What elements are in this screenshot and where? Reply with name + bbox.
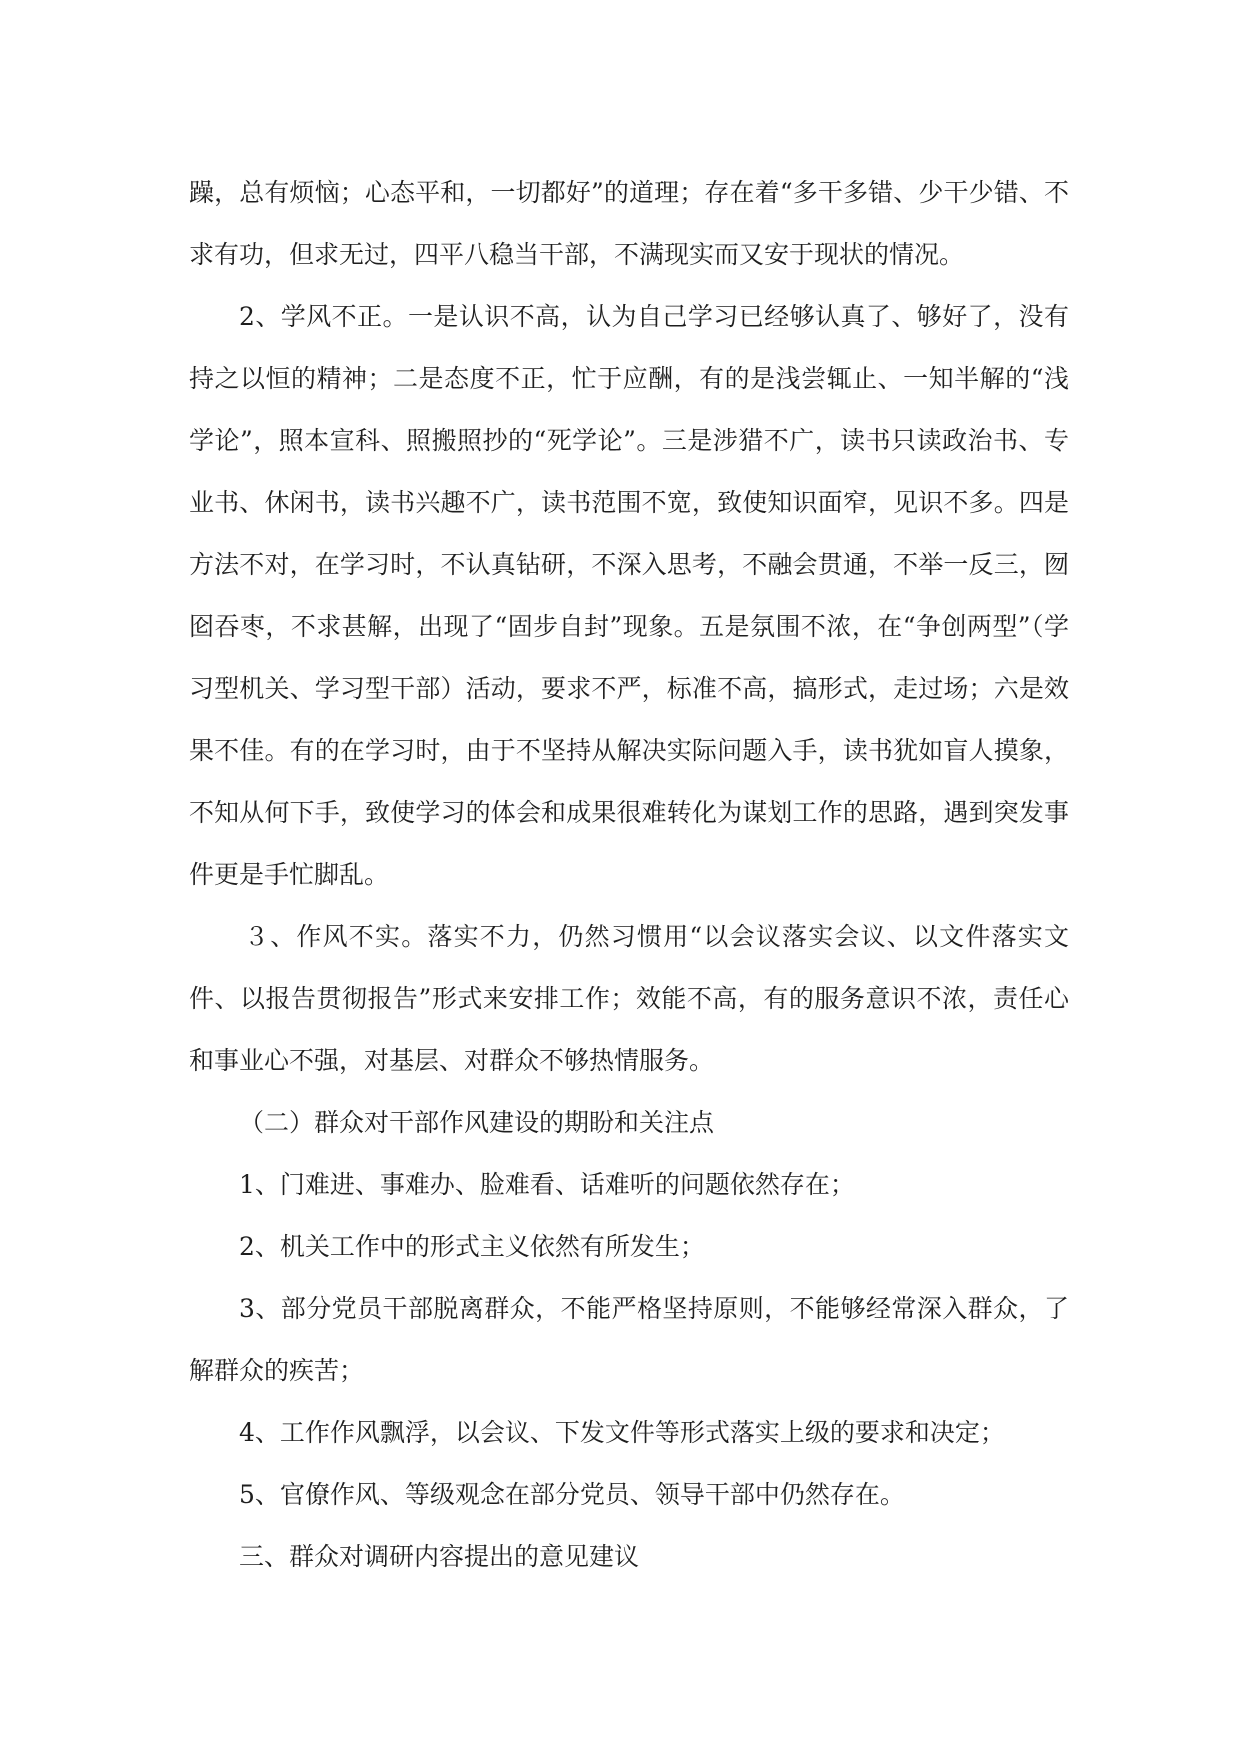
list-item-4: 4、工作作风飘浮，以会议、下发文件等形式落实上级的要求和决定； bbox=[239, 1418, 1005, 1447]
list-item-1: 1、门难进、事难办、脸难看、话难听的问题依然存在； bbox=[239, 1170, 855, 1199]
paragraph-continuation: 躁，总有烦恼；心态平和，一切都好”的道理；存在着“多干多错、少干少错、不求有功，但求无过，四平八稳当干部，不满现实而又安于现状的情况。 bbox=[189, 178, 1069, 269]
paragraph-work-style: ３、作风不实。落实不力，仍然习惯用“以会议落实会议、以文件落实文件、以报告贯彻报告”形式来安排工作；效能不高，有的服务意识不浓，责任心和事业心不强，对基层、对群众不够热情服务。 bbox=[189, 922, 1069, 1075]
list-item-3: 3、部分党员干部脱离群众，不能严格坚持原则，不能够经常深入群众，了解群众的疾苦； bbox=[189, 1294, 1069, 1385]
paragraph-study-style: 2、学风不正。一是认识不高，认为自己学习已经够认真了、够好了，没有持之以恒的精神；二是态度不正，忙于应酬，有的是浅尝辄止、一知半解的“浅学论”，照本宣科、照搬照抄的“死学论”。三是涉猎不广，读书只读政治书、专业书、休闲书，读书兴趣不广，读书范围不宽，致使知识面窄，见识不多。四是方法不对，在学习时，不认真钻研，不深入思考，不融会贯通，不举一反三，囫囵吞枣，不求甚解，出现了“固步自封”现象。五是氛围不浓，在“争创两型”（学习型机关、学习型干部）活动，要求不严，标准不高，搞形式，走过场；六是效果不佳。有的在学习时，由于不坚持从解决实际问题入手，读书犹如盲人摸象，不知从何下手，致使学习的体会和成果很难转化为谋划工作的思路，遇到突发事件更是手忙脚乱。 bbox=[189, 302, 1069, 889]
section-heading-expectations: （二）群众对干部作风建设的期盼和关注点 bbox=[239, 1108, 715, 1137]
list-item-2: 2、机关工作中的形式主义依然有所发生； bbox=[239, 1232, 705, 1261]
section-heading-suggestions: 三、群众对调研内容提出的意见建议 bbox=[239, 1542, 640, 1571]
list-item-5: 5、官僚作风、等级观念在部分党员、领导干部中仍然存在。 bbox=[239, 1480, 905, 1509]
document-body bbox=[189, 162, 1069, 1588]
